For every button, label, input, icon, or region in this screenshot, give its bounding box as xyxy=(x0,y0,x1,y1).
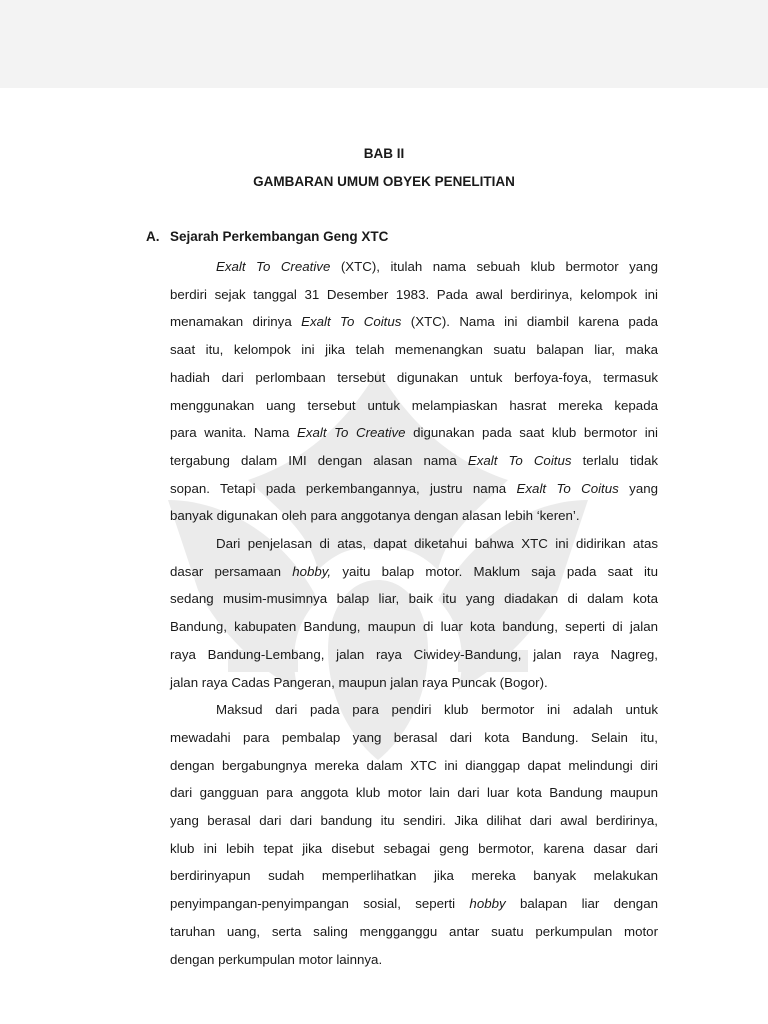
text-run: para wanita. Nama xyxy=(170,425,297,441)
text-line xyxy=(170,308,658,336)
text-line xyxy=(170,752,658,780)
text-run: terlalu tidak xyxy=(571,452,658,468)
text-line xyxy=(170,585,658,613)
text-line xyxy=(170,475,658,503)
text-run: penyimpangan-penyimpangan sosial, seperti xyxy=(170,896,470,912)
text-run: mewadahi para pembalap yang berasal dari kota Bandung. Selain itu, xyxy=(170,729,658,745)
text-line xyxy=(170,779,658,807)
text-line xyxy=(170,835,658,863)
body-text xyxy=(170,253,658,973)
text-run: berdiri sejak tanggal 31 Desember 1983. Pada awal berdirinya, kelompok ini xyxy=(170,286,658,302)
paragraph xyxy=(170,696,658,973)
text-run: saat itu, kelompok ini jika telah memenangkan suatu balapan liar, maka xyxy=(170,342,658,358)
section-heading xyxy=(146,229,388,244)
text-run: berdirinyapun sudah memperlihatkan jika mereka banyak melakukan xyxy=(170,868,658,884)
text-run: Bandung, kabupaten Bandung, maupun di luar kota bandung, seperti di jalan xyxy=(170,619,658,635)
text-line xyxy=(170,890,658,918)
text-run: (XTC), itulah nama sebuah klub bermotor yang xyxy=(330,259,658,274)
text-line xyxy=(170,946,658,974)
text-run: balapan liar dengan xyxy=(505,896,658,912)
text-run: dengan bergabungnya mereka dalam XTC ini dianggap dapat melindungi diri xyxy=(170,757,658,773)
text-run: dari gangguan para anggota klub motor lain dari luar kota Bandung maupun xyxy=(170,785,658,801)
text-line xyxy=(170,724,658,752)
text-line xyxy=(170,807,658,835)
text-run: yang berasal dari dari bandung itu sendiri. Jika dilihat dari awal berdirinya, xyxy=(170,813,658,829)
text-run: yang xyxy=(618,480,659,496)
text-run: digunakan pada saat klub bermotor ini xyxy=(405,425,659,441)
text-line xyxy=(170,613,658,641)
text-run: sedang musim-musimnya balap liar, baik itu yang diadakan di dalam kota xyxy=(170,591,658,607)
text-run: Dari penjelasan di atas, dapat diketahui bahwa XTC ini didirikan atas xyxy=(216,536,658,552)
italic-text: Exalt To Coitus xyxy=(516,480,619,496)
text-line xyxy=(170,281,658,309)
text-line xyxy=(170,862,658,890)
chapter-number: BAB II xyxy=(363,146,405,161)
italic-text: Exalt To Creative xyxy=(216,259,331,274)
page-top-margin xyxy=(0,0,768,88)
text-run: dasar persamaan xyxy=(170,563,293,579)
chapter-title: GAMBARAN UMUM OBYEK PENELITIAN xyxy=(253,174,515,189)
text-line xyxy=(170,530,658,558)
text-line xyxy=(170,502,658,530)
text-line xyxy=(170,669,658,697)
text-line xyxy=(170,918,658,946)
section-title: Sejarah Perkembangan Geng XTC xyxy=(170,229,389,244)
italic-text: Exalt To Creative xyxy=(296,425,406,441)
text-line xyxy=(170,641,658,669)
text-run: taruhan uang, serta saling mengganggu antar suatu perkumpulan motor xyxy=(170,923,658,939)
text-line xyxy=(170,336,658,364)
text-line xyxy=(170,392,658,420)
text-run: (XTC). Nama ini diambil karena pada xyxy=(401,314,658,330)
text-run: dengan perkumpulan motor lainnya. xyxy=(170,951,383,967)
italic-text: hobby, xyxy=(292,563,332,579)
text-line xyxy=(170,696,658,724)
text-run: jalan raya Cadas Pangeran, maupun jalan raya Puncak (Bogor). xyxy=(170,674,548,690)
text-run: menggunakan uang tersebut untuk melampiaskan hasrat mereka kepada xyxy=(170,397,658,413)
text-line xyxy=(170,419,658,447)
text-run: banyak digunakan oleh para anggotanya dengan alasan lebih ‘keren’. xyxy=(170,508,580,524)
text-run: raya Bandung-Lembang, jalan raya Ciwidey-Bandung, jalan raya Nagreg, xyxy=(170,646,658,662)
text-line xyxy=(170,447,658,475)
text-line xyxy=(170,253,658,281)
text-line xyxy=(170,558,658,586)
text-line xyxy=(170,364,658,392)
text-run: Maksud dari pada para pendiri klub bermotor ini adalah untuk xyxy=(216,702,658,718)
text-run: tergabung dalam IMI dengan alasan nama xyxy=(170,452,468,468)
italic-text: hobby xyxy=(469,896,506,912)
italic-text: Exalt To Coitus xyxy=(301,314,402,330)
text-run: menamakan dirinya xyxy=(170,314,302,330)
section-letter: A. xyxy=(146,229,160,244)
text-run: yaitu balap motor. Maklum saja pada saat itu xyxy=(331,563,658,579)
paragraph xyxy=(170,253,658,530)
text-run: klub ini lebih tepat jika disebut sebagai geng bermotor, karena dasar dari xyxy=(170,840,658,856)
paragraph xyxy=(170,530,658,696)
text-run: hadiah dari perlombaan tersebut digunakan untuk berfoya-foya, termasuk xyxy=(170,369,658,385)
text-run: sopan. Tetapi pada perkembangannya, justru nama xyxy=(170,480,517,496)
italic-text: Exalt To Coitus xyxy=(467,452,572,468)
